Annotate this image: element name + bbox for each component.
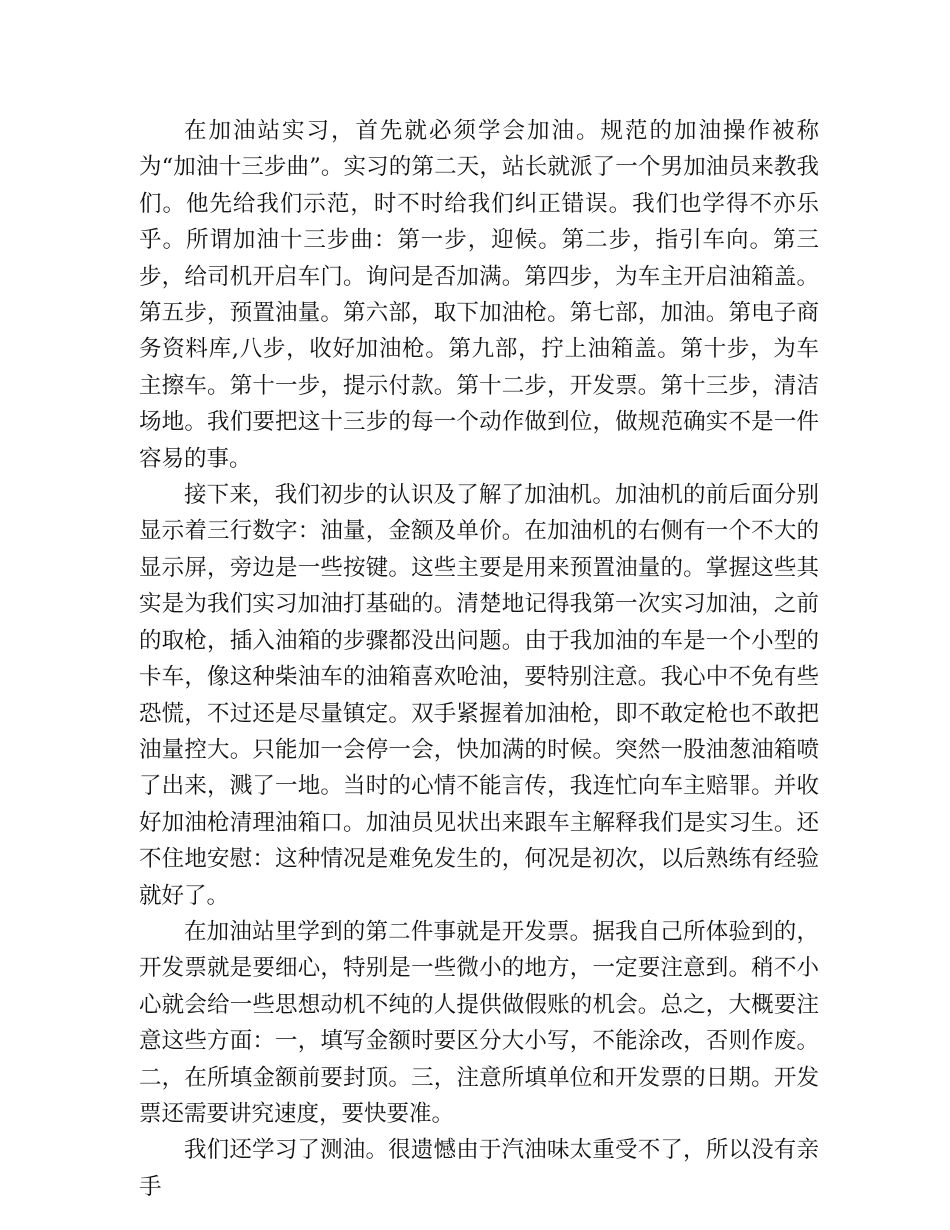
paragraph-2: 接下来，我们初步的认识及了解了加油机。加油机的前后面分别显示着三行数字：油量，金额及单价。在加油机的右侧有一个不大的显示屏，旁边是一些按键。这些主要是用来预置油量的。掌握这些其实是为我们实习加油打基础的。清楚地记得我第一次实习加油，之前的取枪，插入油箱的步骤都没出问题。由于我加油的车是一个小型的卡车，像这种柴油车的油箱喜欢呛油，要特别注意。我心中不免有些恐慌，不过还是尽量镇定。双手紧握着加油枪，即不敢定枪也不敢把油量控大。只能加一会停一会，快加满的时候。突然一股油葱油箱喷了出来，溅了一地。当时的心情不能言传，我连忙向车主赔罪。并收好加油枪清理油箱口。加油员见状出来跟车主解释我们是实习生。还不住地安慰：这种情况是难免发生的，何况是初次，以后熟练有经验就好了。 — [139, 482, 819, 909]
paragraph-1: 在加油站实习，首先就必须学会加油。规范的加油操作被称为“加油十三步曲”。实习的第二天，站长就派了一个男加油员来教我们。他先给我们示范，时不时给我们纠正错误。我们也学得不亦乐乎。所谓加油十三步曲：第一步，迎候。第二步，指引车向。第三步，给司机开启车门。询问是否加满。第四步，为车主开启油箱盖。第五步，预置油量。第六部，取下加油枪。第七部，加油。第电子商务资料库,八步，收好加油枪。第九部，拧上油箱盖。第十步，为车主擦车。第十一步，提示付款。第十二步，开发票。第十三步，清洁场地。我们要把这十三步的每一个动作做到位，做规范确实不是一件容易的事。 — [139, 118, 819, 472]
document-body — [139, 113, 819, 1205]
paragraph-4: 我们还学习了测油。很遗憾由于汽油味太重受不了，所以没有亲手 — [139, 1137, 819, 1200]
paragraph-3: 在加油站里学到的第二件事就是开发票。据我自己所体验到的，开发票就是要细心，特别是一些微小的地方，一定要注意到。稍不小心就会给一些思想动机不纯的人提供做假账的机会。总之，大概要注意这些方面：一，填写金额时要区分大小写，不能涂改，否则作废。二，在所填金额前要封顶。三，注意所填单位和开发票的日期。开发票还需要讲究速度，要快要准。 — [139, 918, 819, 1127]
